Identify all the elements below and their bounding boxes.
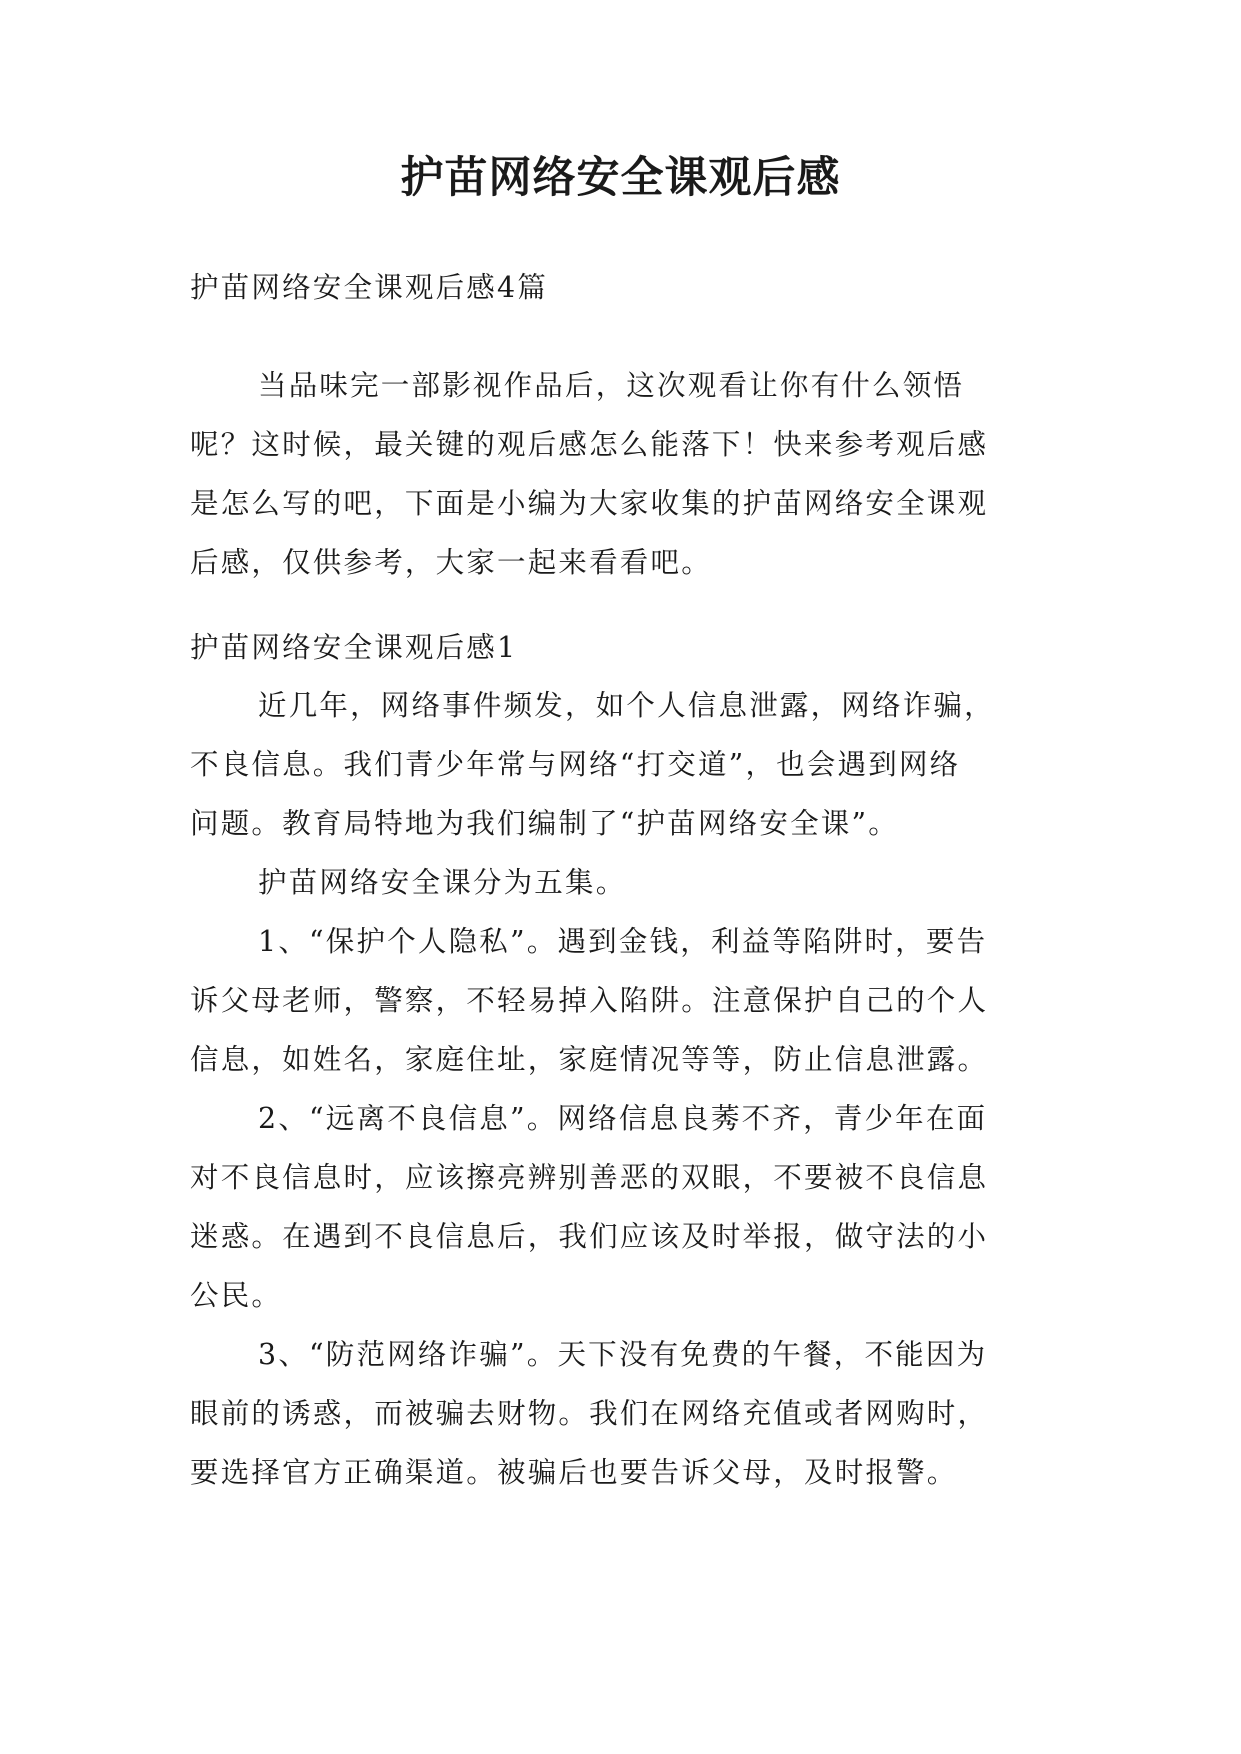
- body-line: 诉父母老师，警察，不轻易掉入陷阱。注意保护自己的个人: [190, 984, 989, 1017]
- body-line: 要选择官方正确渠道。被骗后也要告诉父母，及时报警。: [190, 1456, 958, 1489]
- body-line: 对不良信息时，应该擦亮辨别善恶的双眼，不要被不良信息: [190, 1161, 989, 1194]
- body-line: 护苗网络安全课分为五集。: [258, 866, 627, 899]
- body-line: 1、“保护个人隐私”。遇到金钱，利益等陷阱时，要告: [258, 925, 988, 958]
- intro-line: 呢？这时候，最关键的观后感怎么能落下！快来参考观后感: [190, 428, 989, 461]
- intro-line: 当品味完一部影视作品后，这次观看让你有什么领悟: [258, 369, 965, 402]
- body-line: 眼前的诱惑，而被骗去财物。我们在网络充值或者网购时，: [190, 1397, 989, 1430]
- intro-line: 后感，仅供参考，大家一起来看看吧。: [190, 546, 712, 579]
- intro-line: 是怎么写的吧，下面是小编为大家收集的护苗网络安全课观: [190, 487, 989, 520]
- body-line: 2、“远离不良信息”。网络信息良莠不齐，青少年在面: [258, 1102, 988, 1135]
- body-line: 问题。教育局特地为我们编制了“护苗网络安全课”。: [190, 807, 899, 840]
- body-line: 迷惑。在遇到不良信息后，我们应该及时举报，做守法的小: [190, 1220, 989, 1253]
- section-heading: [190, 618, 1070, 677]
- body-line: 近几年，网络事件频发，如个人信息泄露，网络诈骗，: [258, 689, 995, 722]
- section-body: [190, 676, 1070, 1502]
- body-line: 3、“防范网络诈骗”。天下没有免费的午餐，不能因为: [258, 1338, 988, 1371]
- section-heading-text: 护苗网络安全课观后感1: [190, 631, 518, 664]
- document-subtitle: [190, 258, 1070, 317]
- body-line: 公民。: [190, 1279, 283, 1312]
- document-title: 护苗网络安全课观后感: [400, 153, 841, 203]
- intro-paragraph: [190, 356, 1070, 592]
- body-line: 信息，如姓名，家庭住址，家庭情况等等，防止信息泄露。: [190, 1043, 989, 1076]
- subtitle-text: 护苗网络安全课观后感4篇: [190, 271, 549, 304]
- body-line: 不良信息。我们青少年常与网络“打交道”，也会遇到网络: [190, 748, 961, 781]
